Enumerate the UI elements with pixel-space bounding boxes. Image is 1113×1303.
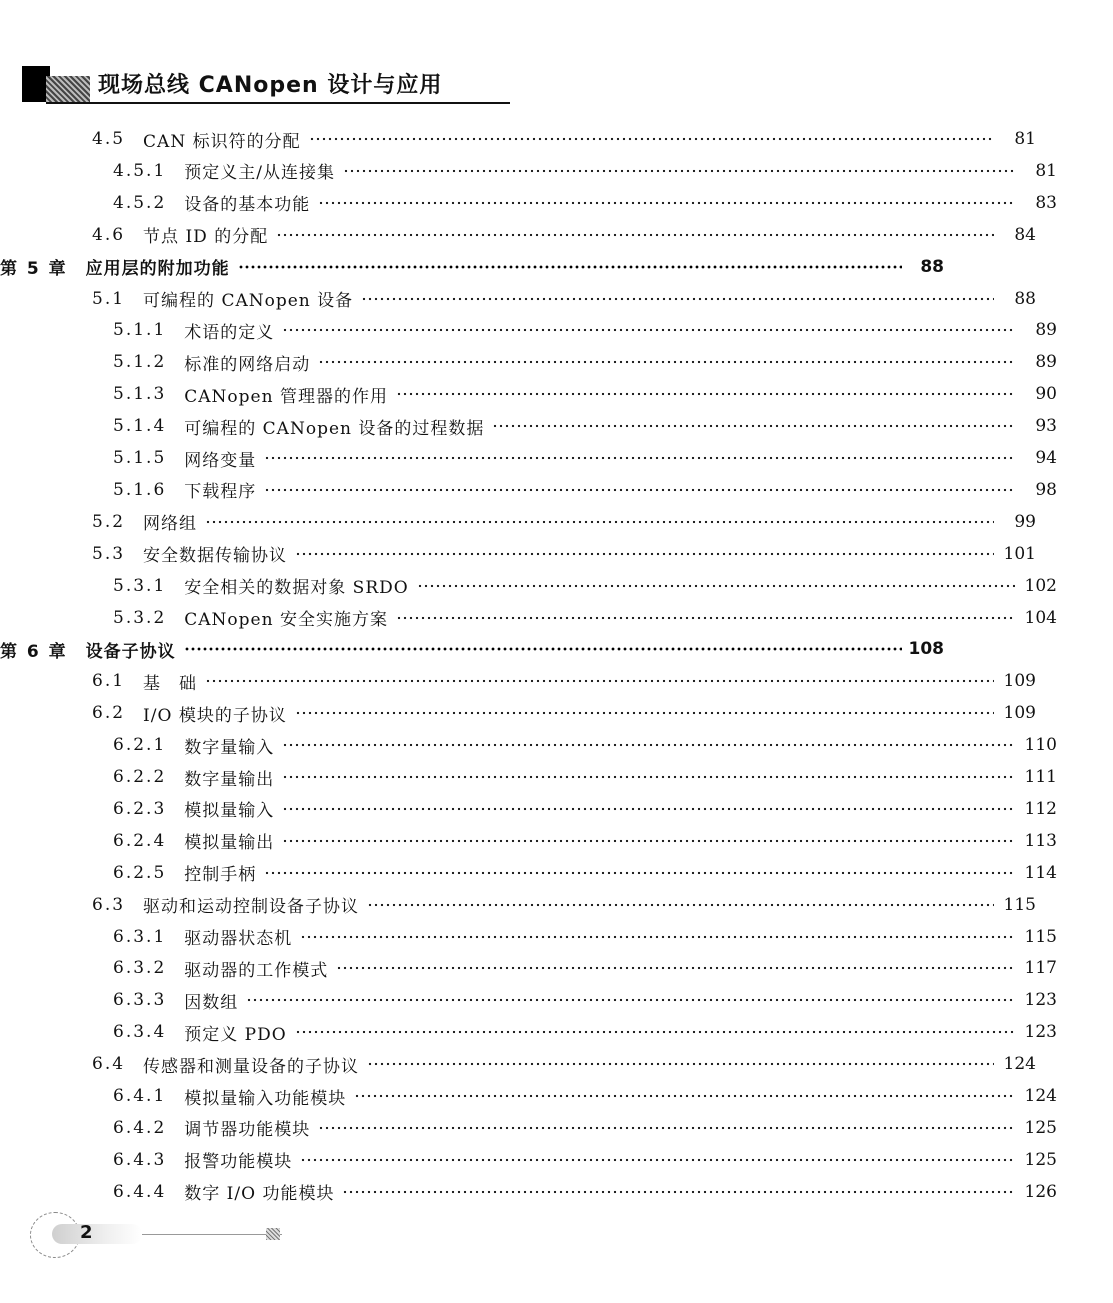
dot-leader — [354, 1094, 1015, 1098]
toc-entry-title: 术语的定义 — [184, 322, 275, 343]
toc-entry — [0, 890, 1092, 920]
toc-entry-number: 5.1.6 — [113, 479, 167, 500]
toc-entry — [0, 156, 1113, 186]
dot-leader — [264, 871, 1015, 875]
toc-entry-title: 模拟量输入功能模块 — [184, 1088, 347, 1109]
dot-leader — [282, 328, 1015, 332]
toc-entry-page: 89 — [1035, 352, 1057, 373]
toc-entry-page: 124 — [1024, 1086, 1057, 1106]
toc-chapter-entry — [0, 634, 1000, 664]
toc-entry — [0, 953, 1113, 983]
dot-leader — [361, 297, 994, 301]
dot-leader — [282, 839, 1015, 843]
toc-entry — [0, 571, 1113, 601]
toc-entry — [0, 539, 1092, 569]
dot-leader — [367, 1062, 994, 1066]
toc-entry — [0, 220, 1092, 250]
toc-entry-number: 6.3.4 — [113, 1022, 167, 1043]
dot-leader — [282, 807, 1015, 811]
footer-decoration-square — [266, 1228, 280, 1240]
dot-leader — [336, 966, 1015, 970]
dot-leader — [318, 201, 1015, 205]
toc-entry-title: 传感器和测量设备的子协议 — [143, 1056, 360, 1077]
toc-entry-page: 115 — [1024, 926, 1057, 947]
toc-entry-title: 预定义主/从连接集 — [184, 163, 335, 184]
toc-entry-number: 4.5.1 — [113, 160, 167, 181]
toc-entry — [0, 379, 1113, 409]
toc-entry-page: 126 — [1024, 1181, 1057, 1202]
toc-entry-title: 下载程序 — [184, 482, 257, 503]
toc-entry-title: 模拟量输出 — [184, 833, 275, 854]
toc-entry-number: 6.4.4 — [113, 1181, 167, 1202]
dot-leader — [205, 520, 994, 524]
dot-leader — [264, 488, 1015, 492]
toc-entry-number: 5.1.2 — [113, 352, 167, 373]
footer-rule — [142, 1234, 282, 1235]
toc-entry — [0, 730, 1113, 760]
toc-entry-page: 115 — [1003, 894, 1036, 915]
toc-entry-title: 应用层的附加功能 — [85, 259, 230, 280]
toc-chapter-entry — [0, 252, 1000, 282]
toc-entry-page: 111 — [1024, 767, 1057, 787]
dot-leader — [205, 679, 994, 683]
toc-entry — [0, 858, 1113, 888]
toc-entry-page: 123 — [1024, 990, 1057, 1011]
dot-leader — [282, 775, 1015, 779]
toc-entry-title: 网络组 — [143, 514, 198, 535]
toc-entry-number: 第 6 章 — [0, 641, 68, 662]
dot-leader — [282, 743, 1015, 747]
toc-entry-number: 5.3.2 — [113, 607, 167, 628]
toc-entry-number: 5.2 — [92, 511, 126, 532]
dot-leader — [295, 711, 994, 715]
toc-entry-number: 5.1 — [92, 288, 126, 309]
toc-entry — [0, 1017, 1113, 1047]
toc-entry — [0, 475, 1113, 505]
toc-entry-title: 模拟量输入 — [184, 801, 275, 822]
toc-entry-title: 网络变量 — [184, 450, 257, 471]
toc-entry-number: 6.2.5 — [113, 862, 167, 883]
toc-entry-number: 5.1.4 — [113, 416, 167, 437]
toc-entry-title: 标准的网络启动 — [184, 354, 311, 375]
toc-entry — [0, 411, 1113, 441]
toc-entry-page: 125 — [1024, 1149, 1057, 1170]
toc-entry-number: 6.2.1 — [113, 735, 167, 756]
toc-entry-number: 4.5.2 — [113, 192, 167, 213]
toc-entry — [0, 826, 1113, 856]
toc-entry-title: CANopen 管理器的作用 — [184, 386, 388, 407]
toc-entry-number: 6.2 — [92, 703, 126, 724]
toc-entry — [0, 124, 1092, 154]
toc-entry-title: 可编程的 CANopen 设备 — [143, 291, 354, 311]
toc-entry — [0, 443, 1113, 473]
toc-entry-page: 124 — [1003, 1054, 1036, 1075]
toc-entry-page: 109 — [1003, 671, 1036, 692]
toc-entry-title: 预定义 PDO — [184, 1024, 287, 1045]
toc-entry — [0, 666, 1092, 696]
toc-entry-page: 101 — [1003, 543, 1036, 564]
toc-entry-page: 104 — [1024, 607, 1057, 628]
toc-entry-title: 可编程的 CANopen 设备的过程数据 — [184, 418, 485, 439]
toc-entry-page: 90 — [1035, 384, 1057, 405]
dot-leader — [276, 233, 994, 237]
toc-entry — [0, 1177, 1113, 1207]
toc-entry-number: 6.2.4 — [113, 830, 167, 851]
toc-entry-number: 6.2.3 — [113, 798, 167, 819]
toc-entry-title: 基 础 — [143, 673, 198, 694]
toc-entry — [0, 603, 1113, 633]
toc-entry-page: 89 — [1035, 320, 1057, 341]
toc-entry-page: 112 — [1024, 798, 1057, 819]
toc-entry — [0, 1081, 1113, 1111]
dot-leader — [396, 616, 1015, 620]
toc-entry-page: 114 — [1024, 862, 1057, 883]
toc-entry-number: 4.5 — [92, 129, 126, 149]
toc-entry-page: 113 — [1024, 830, 1057, 851]
toc-entry-title: 驱动和运动控制设备子协议 — [143, 897, 360, 918]
toc-entry-page: 88 — [1014, 288, 1036, 309]
running-header — [22, 62, 492, 106]
dot-leader — [295, 552, 994, 556]
toc-entry-title: 安全数据传输协议 — [143, 546, 288, 567]
toc-entry-title: 安全相关的数据对象 SRDO — [184, 578, 409, 599]
toc-entry-number: 6.3 — [92, 894, 126, 915]
toc-entry-number: 5.1.1 — [113, 320, 167, 341]
page-footer — [30, 1212, 290, 1262]
toc-entry-page: 88 — [920, 256, 944, 277]
toc-entry-number: 4.6 — [92, 224, 126, 245]
toc-entry-page: 93 — [1035, 416, 1057, 437]
toc-entry-title: 调节器功能模块 — [184, 1120, 311, 1141]
toc-entry — [0, 794, 1113, 824]
toc-entry — [0, 1113, 1113, 1143]
dot-leader — [367, 903, 994, 907]
toc-entry-title: I/O 模块的子协议 — [143, 705, 287, 726]
toc-entry-page: 94 — [1035, 448, 1057, 468]
dot-leader — [318, 360, 1015, 364]
toc-entry — [0, 507, 1092, 537]
toc-entry-title: 设备子协议 — [85, 641, 176, 662]
dot-leader — [246, 998, 1015, 1002]
page-number: 2 — [80, 1222, 93, 1243]
toc-entry — [0, 188, 1113, 218]
toc-entry-title: 因数组 — [184, 992, 239, 1013]
dot-leader — [492, 424, 1015, 428]
toc-entry-number: 6.3.3 — [113, 990, 167, 1011]
toc-entry-page: 123 — [1024, 1022, 1057, 1043]
toc-entry — [0, 922, 1113, 952]
toc-entry-number: 6.4 — [92, 1054, 126, 1075]
toc-entry-page: 98 — [1035, 479, 1057, 500]
toc-entry-title: 控制手柄 — [184, 865, 257, 886]
dot-leader — [238, 265, 902, 269]
toc-entry-number: 5.1.5 — [113, 448, 167, 468]
toc-entry — [0, 347, 1113, 377]
dot-leader — [184, 647, 902, 651]
toc-entry — [0, 1049, 1092, 1079]
header-rule — [46, 102, 510, 104]
toc-entry-number: 6.3.1 — [113, 926, 167, 947]
toc-entry-number: 5.1.3 — [113, 384, 167, 405]
toc-entry-number: 6.4.1 — [113, 1086, 167, 1106]
toc-entry-number: 5.3.1 — [113, 575, 167, 596]
toc-entry-title: 驱动器状态机 — [184, 929, 293, 949]
dot-leader — [264, 456, 1015, 460]
dot-leader — [309, 137, 994, 141]
toc-entry — [0, 762, 1113, 792]
toc-entry-title: 数字 I/O 功能模块 — [184, 1184, 335, 1205]
toc-entry-page: 84 — [1014, 224, 1036, 245]
footer-decoration-pill — [52, 1224, 142, 1244]
toc-entry-title: 报警功能模块 — [184, 1152, 293, 1173]
dot-leader — [396, 392, 1015, 396]
toc-entry-title: CAN 标识符的分配 — [143, 131, 301, 152]
toc-entry-number: 6.3.2 — [113, 958, 167, 979]
toc-entry-page: 110 — [1024, 735, 1057, 756]
dot-leader — [417, 584, 1015, 588]
toc-entry — [0, 698, 1092, 728]
toc-entry — [0, 985, 1113, 1015]
toc-entry-number: 6.4.2 — [113, 1117, 167, 1138]
dot-leader — [300, 935, 1015, 939]
toc-entry-title: 驱动器的工作模式 — [184, 960, 329, 981]
toc-entry-page: 81 — [1014, 129, 1036, 149]
toc-entry-number: 6.4.3 — [113, 1149, 167, 1170]
dot-leader — [343, 169, 1015, 173]
toc-entry-number: 6.1 — [92, 671, 126, 692]
dot-leader — [300, 1158, 1015, 1162]
dot-leader — [342, 1190, 1015, 1194]
dot-leader — [295, 1030, 1015, 1034]
toc-entry — [0, 315, 1113, 345]
toc-entry — [0, 284, 1092, 314]
toc-entry-title: CANopen 安全实施方案 — [184, 610, 388, 630]
toc-entry-page: 125 — [1024, 1117, 1057, 1138]
toc-entry-page: 109 — [1003, 703, 1036, 724]
toc-entry-number: 6.2.2 — [113, 767, 167, 787]
toc-entry — [0, 1145, 1113, 1175]
toc-entry-number: 5.3 — [92, 543, 126, 564]
toc-entry-page: 108 — [908, 639, 944, 660]
header-decoration-pattern — [46, 76, 90, 104]
toc-entry-title: 数字量输入 — [184, 737, 275, 758]
toc-entry-number: 第 5 章 — [0, 259, 68, 280]
toc-entry-page: 99 — [1014, 511, 1036, 532]
toc-entry-title: 节点 ID 的分配 — [143, 227, 269, 248]
toc-entry-title: 设备的基本功能 — [184, 195, 311, 216]
toc-entry-title: 数字量输出 — [184, 769, 275, 790]
toc-entry-page: 102 — [1024, 575, 1057, 596]
dot-leader — [318, 1126, 1015, 1130]
book-title: 现场总线 CANopen 设计与应用 — [98, 73, 443, 98]
toc-entry-page: 81 — [1035, 160, 1057, 181]
toc-entry-page: 117 — [1024, 958, 1057, 979]
toc-entry-page: 83 — [1035, 192, 1057, 213]
